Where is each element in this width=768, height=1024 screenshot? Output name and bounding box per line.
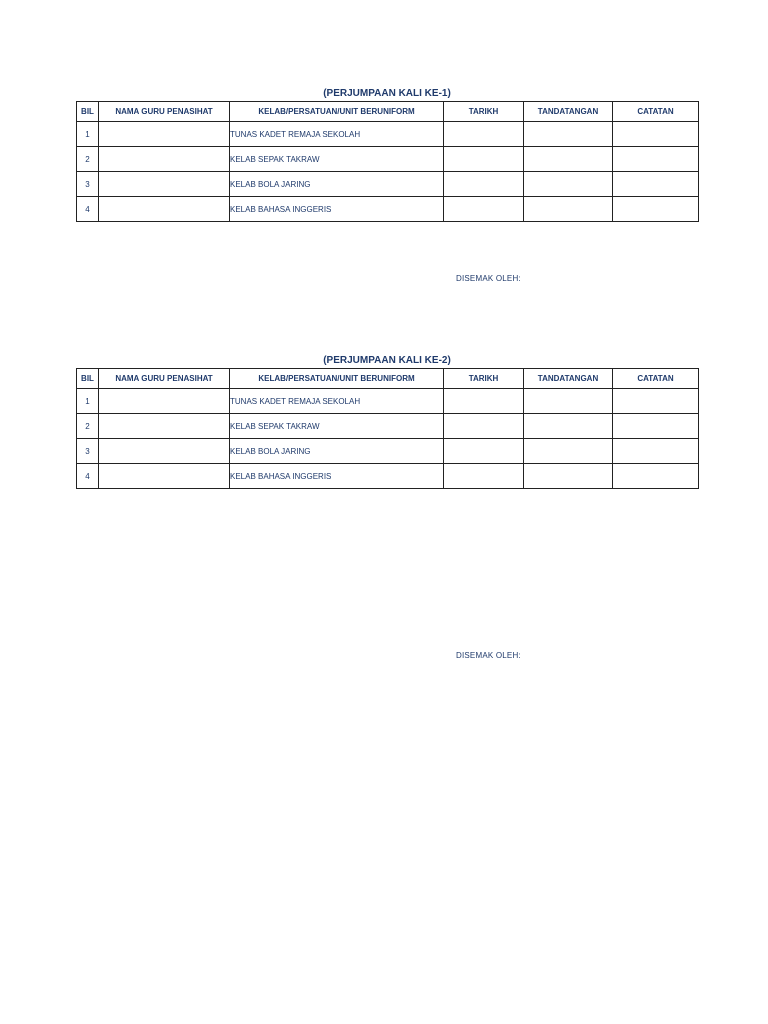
- table-row: [77, 172, 699, 197]
- date-cell[interactable]: [444, 414, 524, 439]
- notes-cell[interactable]: [613, 147, 699, 172]
- header-bil: BIL: [77, 102, 99, 122]
- teacher-name-cell[interactable]: [99, 439, 230, 464]
- signature-cell[interactable]: [524, 122, 613, 147]
- club-name: TUNAS KADET REMAJA SEKOLAH: [230, 389, 444, 414]
- notes-cell[interactable]: [613, 122, 699, 147]
- header-signature: TANDATANGAN: [524, 369, 613, 389]
- club-name: KELAB BOLA JARING: [230, 439, 444, 464]
- teacher-name-cell[interactable]: [99, 464, 230, 489]
- header-notes: CATATAN: [613, 369, 699, 389]
- table-header-row: [77, 369, 699, 389]
- header-notes: CATATAN: [613, 102, 699, 122]
- club-name: TUNAS KADET REMAJA SEKOLAH: [230, 122, 444, 147]
- date-cell[interactable]: [444, 439, 524, 464]
- section-2-title: (PERJUMPAAN KALI KE-2): [323, 355, 451, 366]
- header-bil: BIL: [77, 369, 99, 389]
- table-header-row: [77, 102, 699, 122]
- checked-by-label-2: DISEMAK OLEH:: [456, 651, 521, 660]
- club-name: KELAB BAHASA INGGERIS: [230, 197, 444, 222]
- section-1-title: (PERJUMPAAN KALI KE-1): [323, 88, 451, 99]
- header-teacher-name: NAMA GURU PENASIHAT: [99, 102, 230, 122]
- notes-cell[interactable]: [613, 439, 699, 464]
- signature-cell[interactable]: [524, 439, 613, 464]
- row-number: 4: [77, 464, 99, 489]
- notes-cell[interactable]: [613, 389, 699, 414]
- teacher-name-cell[interactable]: [99, 197, 230, 222]
- date-cell[interactable]: [444, 197, 524, 222]
- row-number: 1: [77, 122, 99, 147]
- signature-cell[interactable]: [524, 197, 613, 222]
- row-number: 3: [77, 439, 99, 464]
- header-teacher-name: NAMA GURU PENASIHAT: [99, 369, 230, 389]
- table-row: [77, 197, 699, 222]
- table-row: [77, 464, 699, 489]
- row-number: 2: [77, 147, 99, 172]
- attendance-table-2: [76, 368, 699, 489]
- date-cell[interactable]: [444, 147, 524, 172]
- signature-cell[interactable]: [524, 389, 613, 414]
- club-name: KELAB BAHASA INGGERIS: [230, 464, 444, 489]
- table-row: [77, 414, 699, 439]
- date-cell[interactable]: [444, 172, 524, 197]
- notes-cell[interactable]: [613, 197, 699, 222]
- table-row: [77, 122, 699, 147]
- row-number: 3: [77, 172, 99, 197]
- club-name: KELAB SEPAK TAKRAW: [230, 147, 444, 172]
- table-row: [77, 147, 699, 172]
- attendance-table-1: [76, 101, 699, 222]
- header-signature: TANDATANGAN: [524, 102, 613, 122]
- header-club: KELAB/PERSATUAN/UNIT BERUNIFORM: [230, 369, 444, 389]
- row-number: 4: [77, 197, 99, 222]
- header-date: TARIKH: [444, 369, 524, 389]
- signature-cell[interactable]: [524, 172, 613, 197]
- notes-cell[interactable]: [613, 172, 699, 197]
- date-cell[interactable]: [444, 464, 524, 489]
- club-name: KELAB BOLA JARING: [230, 172, 444, 197]
- signature-cell[interactable]: [524, 414, 613, 439]
- teacher-name-cell[interactable]: [99, 147, 230, 172]
- teacher-name-cell[interactable]: [99, 172, 230, 197]
- checked-by-label-1: DISEMAK OLEH:: [456, 274, 521, 283]
- teacher-name-cell[interactable]: [99, 389, 230, 414]
- signature-cell[interactable]: [524, 147, 613, 172]
- row-number: 2: [77, 414, 99, 439]
- notes-cell[interactable]: [613, 414, 699, 439]
- signature-cell[interactable]: [524, 464, 613, 489]
- row-number: 1: [77, 389, 99, 414]
- header-date: TARIKH: [444, 102, 524, 122]
- table-row: [77, 439, 699, 464]
- teacher-name-cell[interactable]: [99, 414, 230, 439]
- date-cell[interactable]: [444, 389, 524, 414]
- notes-cell[interactable]: [613, 464, 699, 489]
- date-cell[interactable]: [444, 122, 524, 147]
- club-name: KELAB SEPAK TAKRAW: [230, 414, 444, 439]
- teacher-name-cell[interactable]: [99, 122, 230, 147]
- table-row: [77, 389, 699, 414]
- header-club: KELAB/PERSATUAN/UNIT BERUNIFORM: [230, 102, 444, 122]
